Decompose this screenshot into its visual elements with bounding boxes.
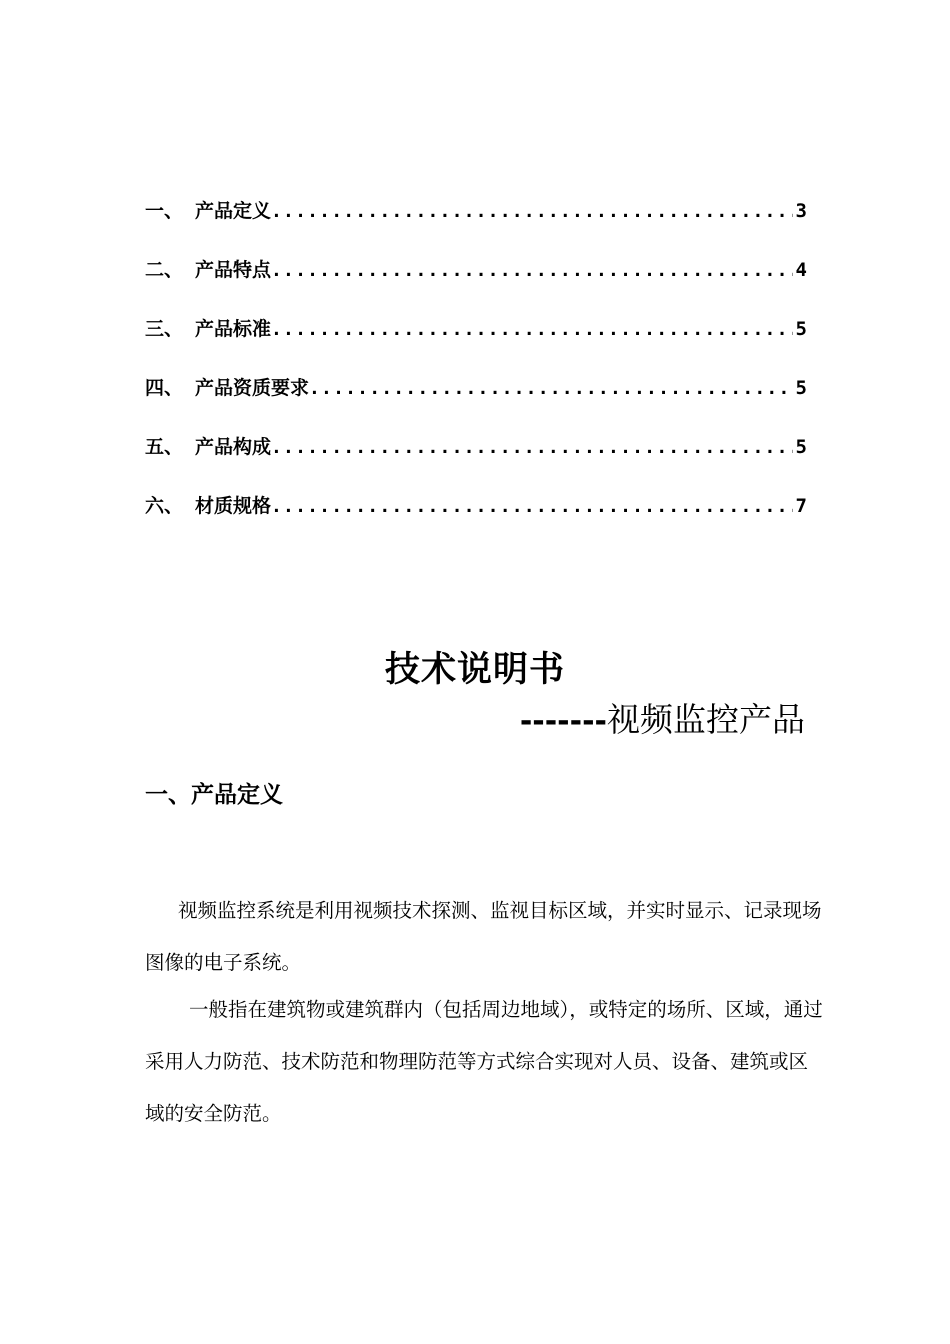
toc-entry-3[interactable] [145,314,807,373]
table-of-contents [145,196,807,550]
toc-entry-title: 产品资质要求 [195,377,310,399]
toc-entry-page: 5 [795,377,807,399]
toc-dot-leader [271,437,793,458]
toc-dot-leader [271,496,793,517]
toc-entry-title: 材质规格 [195,495,272,517]
toc-entry-title: 产品特点 [195,259,272,281]
body-paragraph: 视频监控系统是利用视频技术探测、监视目标区域，并实时显示、记录现场图像的电子系统。 [145,899,822,974]
toc-entry-5[interactable] [145,432,807,491]
toc-entry-page: 3 [795,200,807,222]
toc-entry-number: 四、 [145,377,184,399]
body-paragraph: 一般指在建筑物或建筑群内（包括周边地域），或特定的场所、区域，通过采用人力防范、技术防范和物理防范等方式综合实现对人员、设备、建筑或区域的安全防范。 [145,998,823,1125]
section-heading: 一、产品定义 [145,782,283,808]
toc-entry-page: 5 [795,318,807,340]
toc-entry-number: 五、 [145,436,184,458]
subtitle-text: 视频监控产品 [607,700,805,739]
toc-entry-1[interactable] [145,196,807,255]
toc-dot-leader [271,319,793,340]
toc-entry-page: 4 [795,259,807,281]
toc-entry-6[interactable] [145,491,807,550]
toc-entry-2[interactable] [145,255,807,314]
toc-entry-page: 5 [795,436,807,458]
toc-entry-4[interactable] [145,373,807,432]
toc-entry-number: 三、 [145,318,184,340]
toc-entry-title: 产品定义 [195,200,272,222]
toc-entry-title: 产品标准 [195,318,272,340]
toc-entry-number: 一、 [145,200,184,222]
toc-entry-page: 7 [795,495,807,517]
toc-dot-leader [271,260,793,281]
toc-dot-leader [271,201,793,222]
document-subtitle [520,694,805,741]
document-title: 技术说明书 [384,650,565,690]
subtitle-dashes: ------- [519,704,607,739]
toc-entry-title: 产品构成 [195,436,272,458]
toc-entry-number: 六、 [145,495,184,517]
toc-dot-leader [309,378,793,399]
toc-entry-number: 二、 [145,259,184,281]
